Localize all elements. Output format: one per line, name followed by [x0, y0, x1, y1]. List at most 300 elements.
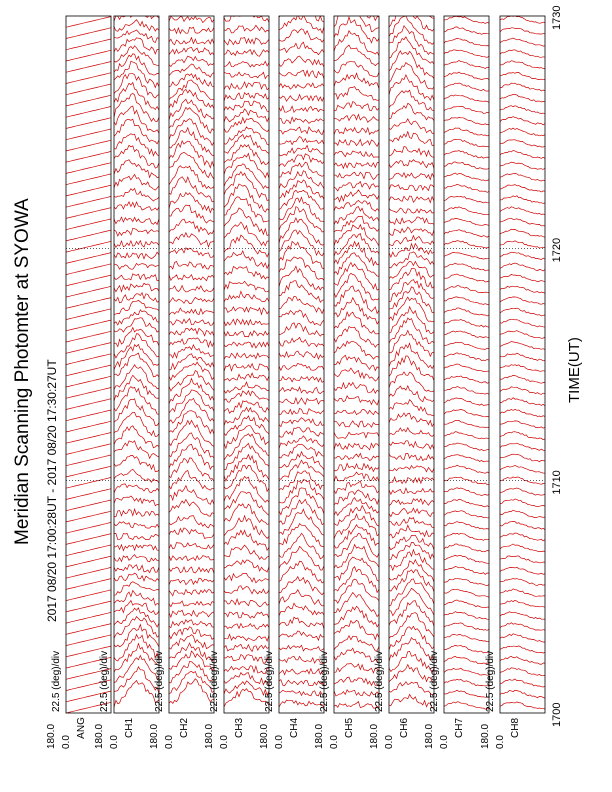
y-bottom-label: 0.0	[61, 735, 72, 749]
trace-line	[279, 257, 324, 280]
trace-line	[224, 25, 269, 33]
trace-line	[389, 227, 434, 236]
trace-line	[389, 428, 434, 437]
trace-line	[224, 342, 269, 348]
trace-line	[444, 578, 489, 586]
trace-line	[444, 139, 489, 146]
trace-line	[114, 608, 159, 627]
trace-line	[389, 488, 434, 494]
trace-line	[389, 252, 434, 268]
trace-line	[224, 443, 269, 469]
trace-line	[224, 407, 269, 425]
trace-line	[279, 480, 324, 503]
trace-line	[279, 577, 324, 595]
trace-line	[114, 46, 159, 66]
trace-line	[444, 634, 489, 641]
trace-line	[279, 387, 324, 394]
trace-line	[444, 117, 489, 124]
x-tick-label: 1720	[551, 237, 563, 263]
scale-label: 22.5 (deg)/div	[209, 650, 220, 712]
channel-label: CH1	[124, 717, 135, 739]
trace-line	[169, 651, 214, 670]
trace-line	[66, 253, 111, 264]
trace-line	[500, 117, 545, 125]
trace-line	[224, 93, 269, 102]
trace-line	[114, 93, 159, 121]
trace-line	[500, 499, 545, 506]
trace-line	[500, 319, 545, 327]
trace-line	[114, 375, 159, 401]
trace-line	[66, 545, 111, 556]
trace-line	[66, 140, 111, 151]
trace-line	[279, 631, 324, 640]
trace-line	[66, 579, 111, 590]
trace-line	[500, 579, 545, 586]
trace-line	[334, 182, 379, 191]
trace-line	[279, 617, 324, 629]
trace-line	[389, 63, 434, 90]
trace-line	[444, 27, 489, 35]
trace-line	[334, 396, 379, 405]
trace-line	[334, 490, 379, 505]
trace-line	[66, 455, 111, 466]
trace-line	[66, 354, 111, 365]
trace-line	[169, 286, 214, 292]
trace-line	[389, 103, 434, 120]
trace-line	[334, 172, 379, 179]
trace-line	[444, 263, 489, 271]
trace-line	[444, 409, 489, 417]
scale-label: 22.5 (deg)/div	[154, 650, 165, 712]
trace-line	[169, 38, 214, 45]
trace-line	[224, 373, 269, 381]
trace-line	[279, 145, 324, 155]
trace-line	[500, 61, 545, 69]
trace-line	[66, 185, 111, 196]
trace-line	[169, 141, 214, 168]
trace-line	[224, 266, 269, 279]
trace-line	[169, 27, 214, 33]
trace-line	[334, 557, 379, 581]
trace-line	[500, 342, 545, 350]
trace-line	[66, 444, 111, 455]
trace-line	[224, 101, 269, 112]
trace-line	[444, 612, 489, 620]
trace-line	[169, 661, 214, 683]
trace-line	[500, 207, 545, 215]
trace-line	[169, 578, 214, 585]
trace-line	[224, 251, 269, 269]
panel-ch1	[94, 3, 159, 749]
trace-line	[444, 95, 489, 102]
trace-line	[66, 95, 111, 106]
trace-line	[66, 298, 111, 309]
trace-line	[169, 516, 214, 528]
trace-line	[279, 436, 324, 449]
trace-line	[444, 353, 489, 361]
trace-line	[389, 518, 434, 528]
trace-line	[444, 432, 489, 439]
trace-line	[66, 84, 111, 95]
trace-line	[389, 682, 434, 695]
trace-line	[169, 64, 214, 77]
trace-group	[444, 5, 489, 709]
trace-line	[500, 38, 545, 46]
trace-line	[66, 5, 111, 16]
trace-line	[334, 263, 379, 291]
trace-line	[66, 556, 111, 567]
trace-line	[389, 261, 434, 278]
trace-line	[334, 151, 379, 157]
trace-line	[224, 118, 269, 133]
trace-line	[500, 567, 545, 574]
trace-line	[114, 509, 159, 517]
trace-line	[224, 382, 269, 393]
trace-line	[169, 56, 214, 67]
trace-line	[66, 73, 111, 84]
trace-line	[224, 477, 269, 503]
trace-group	[279, 0, 324, 708]
trace-line	[444, 488, 489, 496]
trace-line	[279, 376, 324, 382]
trace-line	[66, 208, 111, 219]
trace-line	[224, 154, 269, 179]
trace-group	[114, 3, 159, 708]
trace-line	[279, 95, 324, 102]
trace-line	[279, 137, 324, 145]
channel-label: ANG	[76, 717, 87, 739]
trace-line	[500, 162, 545, 169]
trace-line	[279, 117, 324, 123]
trace-line	[114, 310, 159, 325]
trace-line	[334, 87, 379, 101]
y-bottom-label: 0.0	[219, 735, 230, 749]
trace-line	[389, 499, 434, 506]
trace-line	[334, 472, 379, 482]
trace-line	[334, 690, 379, 696]
trace-line	[500, 421, 545, 428]
trace-line	[389, 173, 434, 180]
trace-line	[500, 173, 545, 181]
trace-line	[114, 455, 159, 471]
trace-line	[224, 61, 269, 67]
scale-label: 22.5 (deg)/div	[374, 650, 385, 712]
trace-line	[444, 219, 489, 226]
trace-line	[224, 364, 269, 371]
trace-line	[114, 283, 159, 291]
trace-line	[444, 61, 489, 69]
trace-line	[500, 432, 545, 440]
y-top-label: 180.0	[204, 723, 215, 749]
trace-line	[389, 331, 434, 357]
scale-label: 22.5 (deg)/div	[99, 650, 110, 712]
trace-line	[66, 511, 111, 522]
trace-line	[279, 230, 324, 256]
trace-line	[500, 612, 545, 619]
trace-line	[279, 418, 324, 427]
trace-line	[224, 135, 269, 154]
trace-line	[224, 235, 269, 257]
trace-line	[334, 234, 379, 257]
trace-line	[334, 636, 379, 651]
trace-line	[389, 694, 434, 707]
trace-line	[224, 586, 269, 594]
y-top-label: 180.0	[314, 723, 325, 749]
trace-line	[334, 533, 379, 557]
trace-line	[66, 196, 111, 207]
trace-line	[114, 202, 159, 211]
trace-line	[334, 453, 379, 460]
trace-line	[389, 579, 434, 606]
chart-title: Meridian Scanning Photomter at SYOWA	[12, 198, 33, 545]
trace-line	[334, 514, 379, 539]
trace-line	[279, 488, 324, 515]
trace-line	[500, 241, 545, 248]
trace-line	[500, 353, 545, 361]
trace-line	[169, 275, 214, 281]
x-axis-label: TIME(UT)	[566, 337, 583, 403]
trace-line	[334, 663, 379, 673]
trace-line	[389, 26, 434, 55]
trace-line	[500, 488, 545, 495]
trace-line	[66, 534, 111, 545]
trace-line	[500, 72, 545, 79]
trace-line	[389, 119, 434, 134]
trace-group	[169, 5, 214, 704]
trace-line	[334, 190, 379, 202]
trace-line	[279, 337, 324, 346]
trace-line	[66, 590, 111, 601]
trace-line	[169, 590, 214, 596]
trace-line	[279, 398, 324, 404]
trace-line	[444, 499, 489, 507]
trace-line	[66, 624, 111, 635]
trace-line	[114, 83, 159, 111]
trace-line	[500, 702, 545, 709]
trace-line	[500, 308, 545, 316]
trace-line	[444, 38, 489, 46]
trace-line	[500, 218, 545, 226]
trace-line	[279, 154, 324, 167]
trace-line	[334, 17, 379, 43]
trace-line	[66, 129, 111, 140]
y-top-label: 180.0	[424, 723, 435, 749]
trace-line	[224, 331, 269, 337]
trace-line	[444, 376, 489, 383]
trace-line	[114, 522, 159, 528]
trace-line	[114, 252, 159, 259]
trace-line	[66, 118, 111, 129]
trace-line	[114, 591, 159, 606]
channel-label: CH5	[344, 717, 355, 739]
trace-line	[224, 11, 269, 22]
trace-line	[169, 390, 214, 413]
trace-line	[224, 281, 269, 292]
trace-line	[334, 421, 379, 427]
y-top-label: 180.0	[480, 723, 491, 749]
trace-line	[224, 612, 269, 618]
trace-line	[114, 635, 159, 661]
trace-line	[66, 433, 111, 444]
trace-line	[444, 679, 489, 686]
trace-line	[279, 460, 324, 479]
trace-line	[334, 368, 379, 381]
x-tick-labels	[551, 6, 563, 727]
trace-line	[114, 174, 159, 190]
trace-line	[169, 233, 214, 247]
trace-line	[169, 671, 214, 693]
trace-line	[389, 508, 434, 516]
trace-line	[444, 645, 489, 653]
trace-line	[114, 217, 159, 224]
trace-line	[389, 372, 434, 392]
y-bottom-label: 0.0	[439, 735, 450, 749]
trace-line	[66, 275, 111, 286]
trace-line	[279, 70, 324, 78]
trace-line	[224, 560, 269, 572]
trace-line	[169, 80, 214, 100]
trace-line	[500, 5, 545, 12]
trace-line	[224, 599, 269, 607]
trace-line	[444, 511, 489, 518]
trace-line	[66, 567, 111, 578]
trace-line	[279, 700, 324, 708]
trace-line	[444, 241, 489, 248]
trace-line	[444, 623, 489, 631]
trace-line	[66, 343, 111, 354]
trace-line	[389, 287, 434, 313]
trace-line	[169, 458, 214, 481]
trace-line	[444, 567, 489, 575]
scale-label: 22.5 (deg)/div	[51, 650, 62, 712]
trace-line	[444, 106, 489, 113]
trace-line	[334, 383, 379, 394]
trace-line	[66, 320, 111, 331]
trace-line	[169, 90, 214, 109]
trace-line	[500, 375, 545, 383]
trace-line	[444, 151, 489, 159]
trace-line	[334, 410, 379, 415]
trace-line	[169, 433, 214, 458]
scale-label: 22.5 (deg)/div	[485, 650, 496, 712]
trace-line	[114, 565, 159, 573]
trace-line	[169, 679, 214, 704]
trace-line	[500, 623, 545, 631]
trace-line	[500, 263, 545, 271]
y-bottom-label: 0.0	[384, 735, 395, 749]
trace-line	[389, 16, 434, 45]
trace-line	[224, 573, 269, 583]
trace-line	[500, 196, 545, 204]
trace-group	[334, 0, 379, 708]
trace-line	[169, 601, 214, 607]
trace-line	[444, 555, 489, 563]
trace-line	[334, 242, 379, 266]
trace-line	[444, 207, 489, 215]
trace-line	[500, 556, 545, 563]
trace-line	[500, 600, 545, 607]
panel-frame	[66, 16, 111, 713]
trace-line	[114, 274, 159, 281]
trace-line	[169, 543, 214, 549]
trace-line	[500, 365, 545, 372]
trace-line	[500, 185, 545, 192]
trace-line	[389, 297, 434, 322]
trace-line	[389, 196, 434, 203]
trace-line	[224, 72, 269, 78]
trace-line	[66, 410, 111, 421]
trace-line	[500, 679, 545, 687]
trace-line	[389, 51, 434, 79]
trace-line	[389, 185, 434, 191]
trace-line	[169, 528, 214, 539]
trace-line	[334, 201, 379, 212]
trace-line	[224, 655, 269, 664]
trace-line	[66, 50, 111, 61]
trace-line	[66, 219, 111, 230]
trace-line	[66, 241, 111, 252]
trace-line	[279, 533, 324, 559]
trace-line	[224, 624, 269, 630]
trace-line	[444, 702, 489, 709]
trace-line	[500, 668, 545, 676]
trace-line	[389, 400, 434, 416]
trace-line	[444, 364, 489, 372]
trace-line	[279, 310, 324, 326]
trace-line	[500, 466, 545, 474]
trace-line	[500, 229, 545, 237]
trace-line	[224, 82, 269, 90]
trace-line	[500, 95, 545, 102]
trace-line	[334, 443, 379, 450]
panel-ch8	[480, 5, 545, 749]
y-bottom-label: 0.0	[164, 735, 175, 749]
trace-line	[279, 29, 324, 42]
trace-line	[66, 466, 111, 477]
trace-line	[389, 386, 434, 402]
trace-line	[66, 500, 111, 511]
trace-line	[169, 205, 214, 223]
trace-line	[334, 0, 379, 20]
trace-line	[66, 421, 111, 432]
panels-group	[46, 0, 545, 749]
trace-line	[389, 356, 434, 380]
trace-line	[500, 128, 545, 136]
trace-line	[334, 102, 379, 111]
trace-line	[114, 160, 159, 178]
trace-line	[169, 471, 214, 491]
trace-line	[279, 281, 324, 303]
trace-line	[224, 307, 269, 315]
trace-line	[114, 601, 159, 615]
trace-line	[500, 106, 545, 114]
x-tick-label: 1700	[551, 702, 563, 727]
trace-line	[389, 613, 434, 639]
trace-line	[500, 634, 545, 642]
trace-line	[66, 39, 111, 50]
trace-line	[500, 409, 545, 417]
trace-line	[66, 152, 111, 163]
scale-label: 22.5 (deg)/div	[429, 650, 440, 712]
trace-line	[114, 656, 159, 683]
y-top-label: 180.0	[94, 723, 105, 749]
trace-line	[224, 353, 269, 359]
trace-line	[114, 20, 159, 32]
trace-line	[169, 371, 214, 391]
channel-label: CH2	[179, 717, 190, 739]
trace-line	[114, 555, 159, 562]
trace-line	[444, 420, 489, 428]
